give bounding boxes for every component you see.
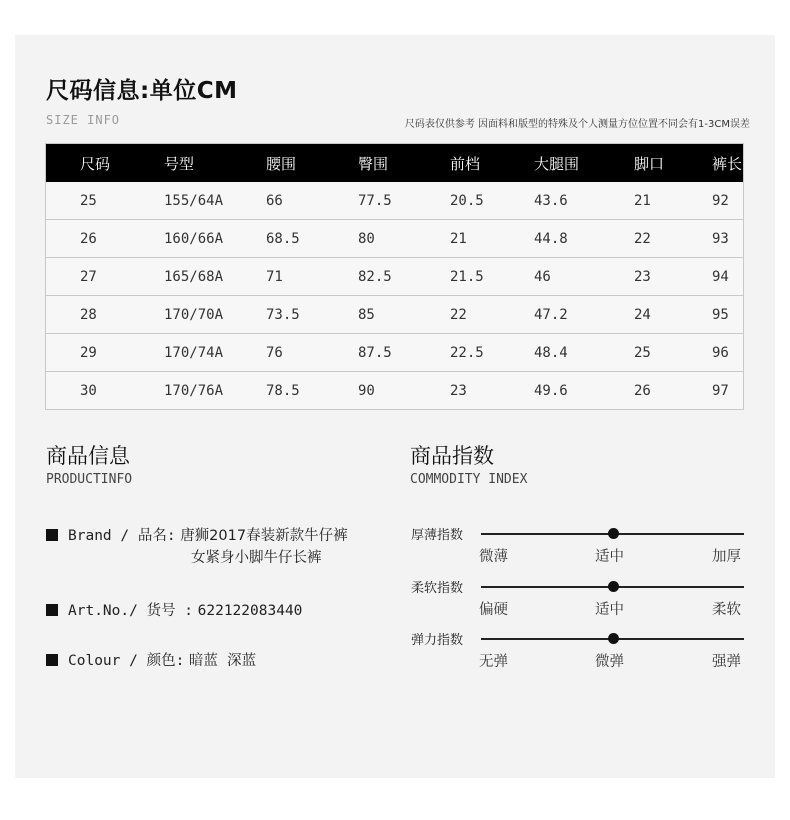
table-cell: 23 [622,258,702,296]
table-cell: 80 [350,220,442,258]
index-scale-label: 加厚 [712,549,741,565]
index-scale-label: 微弹 [595,654,624,670]
artno-label: Art.No./ 货号 : [68,603,194,619]
index-marker-dot [608,528,619,539]
table-cell: 155/64A [154,182,260,220]
artno-row [46,599,302,620]
table-row [46,334,744,372]
table-cell: 22 [622,220,702,258]
table-cell: 48.4 [524,334,622,372]
colour-value: 暗蓝 深蓝 [188,653,257,669]
brand-value-line2: 女紧身小脚牛仔长裤 [191,550,322,566]
index-scale-label: 偏硬 [479,602,508,618]
table-cell: 170/74A [154,334,260,372]
table-cell: 44.8 [524,220,622,258]
table-cell: 82.5 [350,258,442,296]
table-cell: 43.6 [524,182,622,220]
table-cell: 170/76A [164,382,224,399]
table-cell: 73.5 [260,296,350,334]
table-row [46,296,744,334]
table-cell: 94 [702,258,744,296]
brand-value-line1: 唐狮2017春装新款牛仔裤 [180,528,348,544]
brand-row [46,524,348,545]
table-cell: 29 [46,334,155,372]
table-cell: 96 [702,334,744,372]
artno-value: 622122083440 [197,603,303,619]
table-cell: 22.5 [442,334,524,372]
table-cell: 77.5 [350,182,442,220]
table-cell: 87.5 [350,334,442,372]
index-marker-dot [608,633,619,644]
header-cell: 大腿围 [524,144,622,183]
table-cell: 93 [702,220,744,258]
index-scale-label: 无弹 [479,654,508,670]
table-cell: 160/66A [154,220,260,258]
table-cell: 27 [46,258,155,296]
table-cell: 26 [634,382,651,399]
product-info-title: 商品信息 [46,444,130,468]
header-cell: 前档 [442,144,524,183]
size-info-subtitle: SIZE INFO [46,113,121,127]
colour-label: Colour / 颜色: [68,653,185,669]
table-row [46,372,744,410]
size-table [45,143,744,410]
index-scale-label: 微薄 [479,549,508,565]
table-cell: 23 [450,382,467,399]
header-cell: 尺码 [46,144,155,183]
table-cell: 28 [46,296,155,334]
table-cell: 97 [712,382,729,399]
index-label: 弹力指数 [411,633,464,648]
table-cell: 68.5 [260,220,350,258]
table-row [46,182,744,220]
bullet-icon [46,654,58,666]
table-cell: 25 [622,334,702,372]
table-cell: 20.5 [442,182,524,220]
index-scale-label: 柔软 [712,602,741,618]
table-cell: 47.2 [524,296,622,334]
size-note: 尺码表仅供参考 因面料和版型的特殊及个人测量方位位置不同会有1-3CM误差 [404,119,750,130]
header-cell: 号型 [154,144,260,183]
product-info-subtitle: PRODUCTINFO [46,472,133,487]
table-cell: 78.5 [266,382,300,399]
table-cell: 22 [442,296,524,334]
bullet-icon [46,529,58,541]
table-cell: 170/70A [154,296,260,334]
table-cell: 49.6 [534,382,568,399]
table-cell: 95 [702,296,744,334]
index-scale-label: 适中 [595,602,624,618]
size-table-header-row [46,144,744,183]
table-cell: 85 [350,296,442,334]
header-cell: 脚口 [622,144,702,183]
commodity-index-subtitle: COMMODITY INDEX [410,472,528,487]
header-cell: 臀围 [350,144,442,183]
table-row [46,258,744,296]
table-cell: 24 [622,296,702,334]
index-label: 厚薄指数 [411,528,464,543]
header-cell: 裤长 [702,144,744,183]
table-cell: 30 [80,382,97,399]
index-scale-label: 强弹 [712,654,741,670]
table-row [46,220,744,258]
table-cell: 26 [46,220,155,258]
table-cell: 66 [260,182,350,220]
commodity-index-title: 商品指数 [410,444,494,468]
index-marker-dot [608,581,619,592]
table-cell: 165/68A [154,258,260,296]
table-cell: 71 [260,258,350,296]
table-cell: 21 [442,220,524,258]
header-cell: 腰围 [260,144,350,183]
table-cell: 25 [46,182,155,220]
index-scale-label: 适中 [595,549,624,565]
table-cell: 21.5 [442,258,524,296]
index-label: 柔软指数 [411,581,464,596]
table-cell: 76 [260,334,350,372]
table-cell: 92 [702,182,744,220]
colour-row [46,649,256,670]
brand-row-cont [191,546,322,567]
bullet-icon [46,604,58,616]
table-cell: 46 [524,258,622,296]
table-cell: 21 [622,182,702,220]
size-info-title: 尺码信息:单位CM [46,78,238,104]
brand-label: Brand / 品名: [68,528,176,544]
table-cell: 90 [358,382,375,399]
